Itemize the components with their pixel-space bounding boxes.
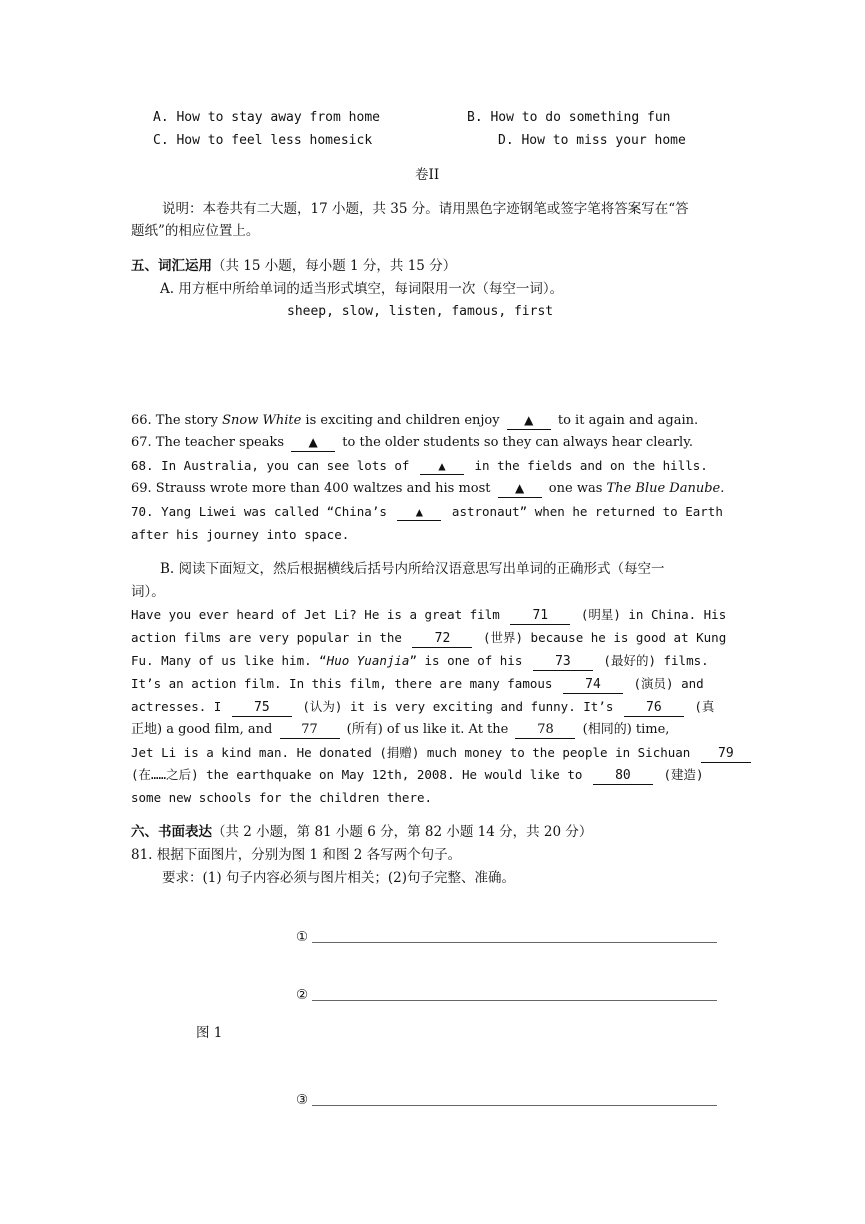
- passage-line-6: [131, 721, 669, 739]
- answer-line-2[interactable]: [312, 1000, 717, 1001]
- passage-line-2: [131, 629, 726, 648]
- part6-heading-rest: （共 2 小题，第 81 小题 6 分，第 82 小题 14 分，共 20 分）: [212, 824, 593, 840]
- word-box: sheep, slow, listen, famous, first: [287, 304, 554, 319]
- q68-text-post: in the fields and on the hills.: [466, 458, 708, 473]
- blank-number: 73: [555, 654, 571, 669]
- question-70-line-2: after his journey into space.: [131, 527, 350, 542]
- passage-text: ” is one of his: [409, 653, 530, 668]
- part5-heading: [131, 257, 456, 275]
- instructions-line-2: 题纸”的相应位置上。: [131, 223, 260, 239]
- q67-text-post: to the older students so they can always hear clearly.: [338, 435, 693, 450]
- triangle-icon: ▲: [515, 481, 525, 495]
- blank-number: 79: [718, 746, 734, 761]
- triangle-icon: ▲: [438, 459, 446, 473]
- answer-blank-71[interactable]: [510, 608, 570, 625]
- passage-text: (演员) and: [625, 676, 704, 691]
- part5-heading-rest: （共 15 小题，每小题 1 分，共 15 分）: [212, 258, 457, 274]
- answer-blank-72[interactable]: [412, 631, 472, 648]
- passage-text: (相同的) time,: [578, 722, 670, 737]
- question-81: 81. 根据下面图片，分别为图 1 和图 2 各写两个句子。: [131, 847, 462, 863]
- part5-heading-bold: 五、词汇运用: [131, 258, 212, 274]
- passage-text: Have you ever heard of Jet Li? He is a great film: [131, 607, 508, 622]
- answer-blank-67[interactable]: [291, 434, 335, 452]
- answer-blank-74[interactable]: [563, 677, 623, 694]
- answer-mark-3: ③: [296, 1092, 309, 1108]
- part5-a-instruction: A. 用方框中所给单词的适当形式填空，每词限用一次（每空一词）。: [160, 281, 564, 297]
- passage-text: (世界) because he is good at Kung: [475, 630, 727, 645]
- question-68: [131, 457, 708, 475]
- answer-blank-69[interactable]: [498, 480, 542, 498]
- answer-blank-73[interactable]: [533, 654, 593, 671]
- requirement: 要求：(1) 句子内容必须与图片相关；(2)句子完整、准确。: [162, 870, 516, 886]
- question-67: [131, 434, 693, 452]
- q66-text-mid: is exciting and children enjoy: [301, 413, 504, 428]
- q70-text-pre: 70. Yang Liwei was called “China’s: [131, 504, 395, 519]
- triangle-icon: ▲: [415, 505, 424, 519]
- blank-number: 74: [585, 677, 601, 692]
- passage-line-4: [131, 675, 704, 694]
- option-b: B. How to do something fun: [467, 110, 671, 125]
- q66-text-pre: 66. The story: [131, 413, 223, 428]
- blank-number: 78: [537, 722, 554, 737]
- answer-line-3[interactable]: [312, 1105, 717, 1106]
- passage-line-9: some new schools for the children there.: [131, 790, 433, 805]
- figure-1-label: 图 1: [196, 1025, 223, 1041]
- part5-b-instruction-2: 词）。: [131, 584, 165, 600]
- answer-blank-76[interactable]: [624, 700, 684, 717]
- passage-text: It’s an action film. In this film, there are many famous: [131, 676, 560, 691]
- blank-number: 71: [532, 608, 549, 623]
- q70-text-post: astronaut” when he returned to Earth: [444, 504, 723, 519]
- answer-mark-2: ②: [296, 987, 309, 1003]
- passage-text: (建造): [655, 767, 704, 782]
- passage-line-3: [131, 652, 709, 671]
- passage-line-8: [131, 766, 704, 785]
- answer-blank-68[interactable]: [420, 458, 464, 475]
- option-c: C. How to feel less homesick: [153, 133, 373, 148]
- passage-text: (明星) in China. His: [573, 607, 727, 622]
- blank-number: 75: [254, 700, 270, 715]
- q67-text-pre: 67. The teacher speaks: [131, 435, 289, 450]
- answer-blank-80[interactable]: [593, 768, 653, 785]
- blank-number: 77: [301, 722, 318, 737]
- film-title: Huo Yuanjia: [326, 653, 410, 668]
- triangle-icon: ▲: [308, 435, 318, 449]
- question-70: [131, 503, 723, 521]
- q68-text-pre: 68. In Australia, you can see lots of: [131, 458, 417, 473]
- passage-line-7: [131, 744, 754, 763]
- passage-text: 正地) a good film, and: [131, 722, 277, 737]
- passage-text: (所有) of us like it. At the: [342, 722, 513, 737]
- section-title: 卷II: [415, 167, 440, 183]
- part6-heading-bold: 六、书面表达: [131, 824, 212, 840]
- part5-b-instruction-1: B. 阅读下面短文，然后根据横线后括号内所给汉语意思写出单词的正确形式（每空一: [160, 561, 665, 577]
- q66-title: Snow White: [222, 413, 302, 428]
- passage-text: actresses. I: [131, 699, 229, 714]
- q69-title: The Blue Danube.: [606, 481, 725, 496]
- answer-blank-77[interactable]: [280, 722, 340, 739]
- passage-line-5: [131, 698, 714, 717]
- instructions-line-1: 说明：本卷共有二大题，17 小题，共 35 分。请用黑色字迹钢笔或签字笔将答案写在“答: [162, 201, 689, 217]
- q69-text-pre: 69. Strauss wrote more than 400 waltzes and his most: [131, 481, 495, 496]
- passage-text: (真: [686, 699, 715, 714]
- answer-blank-70[interactable]: [397, 504, 441, 521]
- passage-text: Fu. Many of us like him. “: [131, 653, 327, 668]
- passage-text: (认为) it is very exciting and funny. It’s: [294, 699, 621, 714]
- question-66: [131, 412, 698, 430]
- passage-text: action films are very popular in the: [131, 630, 410, 645]
- q69-text-post: one was: [544, 481, 607, 496]
- answer-mark-1: ①: [296, 929, 309, 945]
- blank-number: 76: [646, 700, 662, 715]
- passage-line-1: [131, 606, 726, 625]
- option-d: D. How to miss your home: [498, 133, 686, 148]
- blank-number: 72: [434, 631, 451, 646]
- passage-text: (在……之后) the earthquake on May 12th, 2008. He would like to: [131, 767, 590, 782]
- answer-blank-79[interactable]: [701, 746, 751, 763]
- question-69: [131, 480, 724, 498]
- blank-number: 80: [615, 768, 631, 783]
- answer-blank-78[interactable]: [515, 722, 575, 739]
- part6-heading: [131, 823, 592, 841]
- passage-text: Jet Li is a kind man. He donated (捐赠) much money to the people in Sichuan: [131, 745, 698, 760]
- answer-line-1[interactable]: [312, 942, 717, 943]
- answer-blank-66[interactable]: [507, 412, 551, 430]
- q66-text-post: to it again and again.: [553, 413, 699, 428]
- option-a: A. How to stay away from home: [153, 110, 380, 125]
- passage-text: (最好的) films.: [595, 653, 709, 668]
- triangle-icon: ▲: [524, 413, 534, 427]
- answer-blank-75[interactable]: [232, 700, 292, 717]
